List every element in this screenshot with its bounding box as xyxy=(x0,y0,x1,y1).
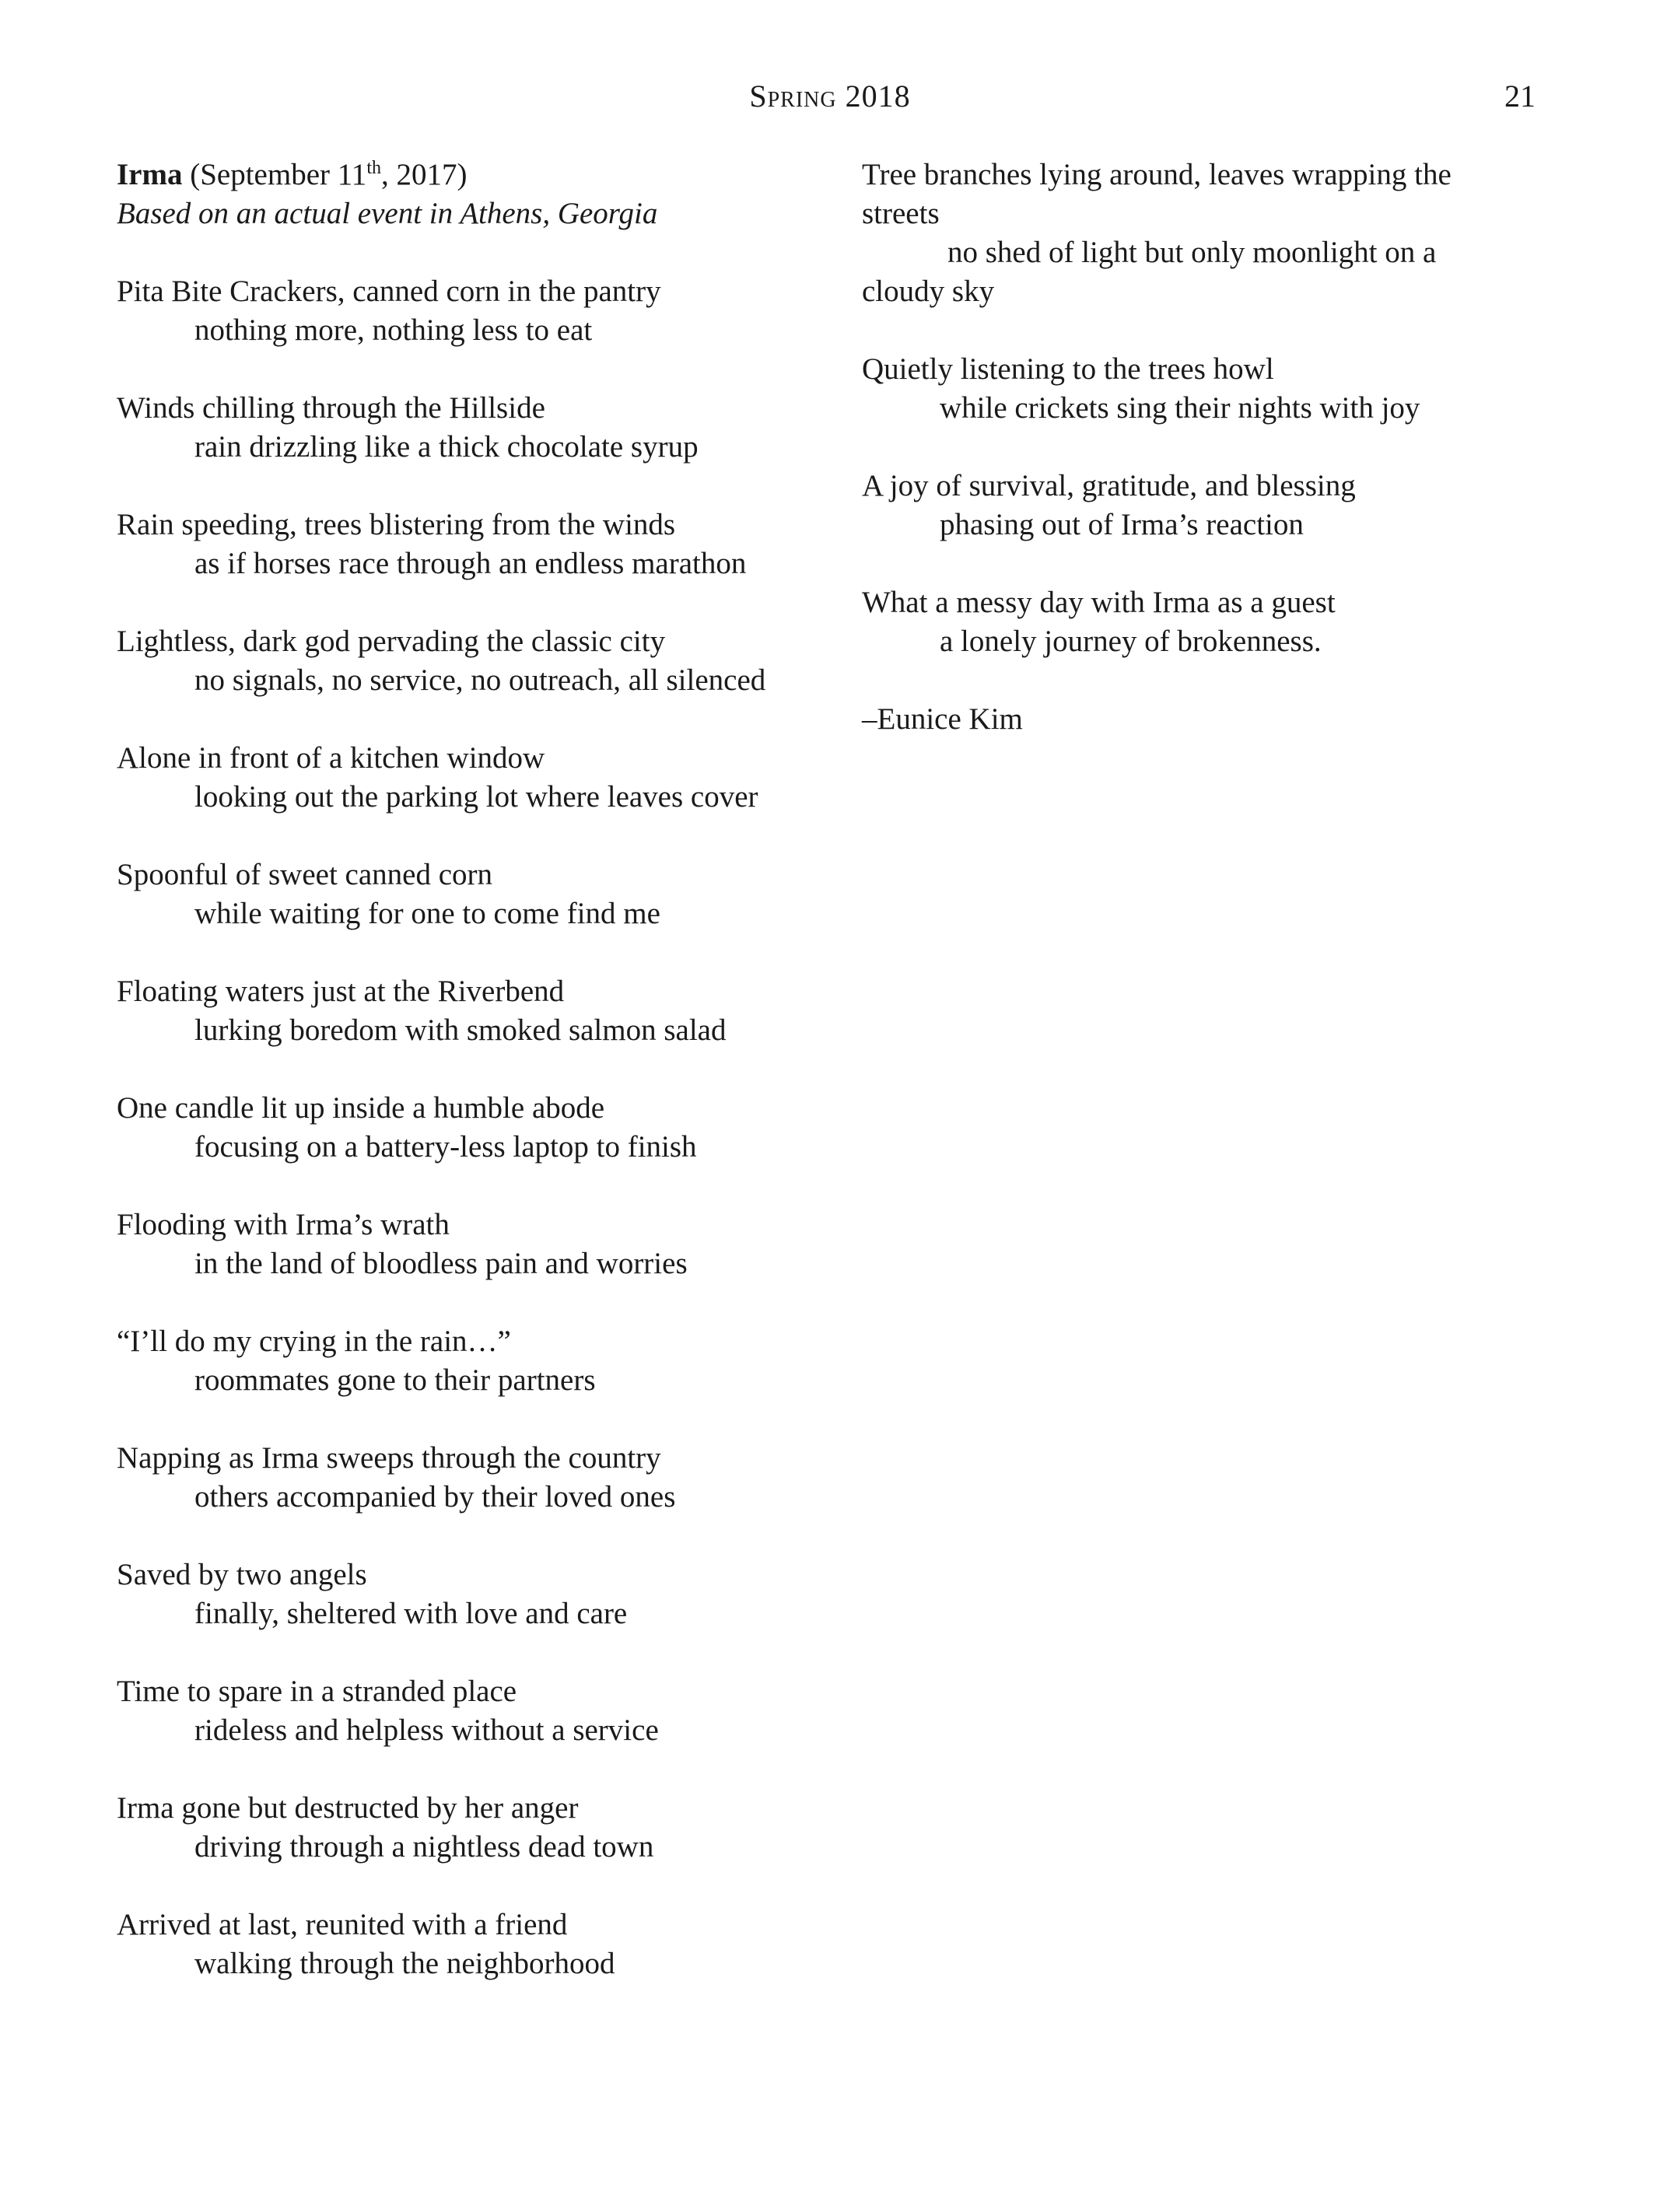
poem-line: while crickets sing their nights with joy xyxy=(940,391,1420,425)
stanza-gap xyxy=(117,1983,832,2022)
poem-line: cloudy sky xyxy=(862,275,995,308)
stanza xyxy=(117,272,832,350)
running-head: Spring 2018 xyxy=(749,79,911,114)
poem-title-line xyxy=(117,156,832,194)
page-number: 21 xyxy=(1504,79,1536,114)
poem-line: lurking boredom with smoked salmon salad xyxy=(194,1013,727,1047)
stanza-gap xyxy=(117,1633,832,1672)
poem-date-sup: th xyxy=(366,158,381,178)
poem-line: Napping as Irma sweeps through the country xyxy=(117,1441,661,1475)
stanza xyxy=(117,1556,832,1633)
poem-line: walking through the neighborhood xyxy=(194,1947,615,1980)
stanza xyxy=(117,1089,832,1167)
poem-line: Winds chilling through the Hillside xyxy=(117,391,545,425)
stanza-gap xyxy=(117,1050,832,1089)
poem-line: Irma gone but destructed by her anger xyxy=(117,1791,579,1825)
poem-line: rideless and helpless without a service xyxy=(194,1713,659,1747)
stanza-gap xyxy=(117,350,832,389)
poem-line: Quietly listening to the trees howl xyxy=(862,352,1274,386)
stanza-gap xyxy=(862,661,1531,700)
poem-line: streets xyxy=(862,197,940,230)
poem-line: phasing out of Irma’s reaction xyxy=(940,508,1304,541)
stanza xyxy=(117,506,832,583)
stanza-gap xyxy=(862,311,1531,350)
poem-line: Flooding with Irma’s wrath xyxy=(117,1208,450,1241)
stanza-gap xyxy=(862,544,1531,583)
poem-line: in the land of bloodless pain and worries xyxy=(194,1247,688,1280)
stanza xyxy=(117,1439,832,1517)
poem-line: while waiting for one to come find me xyxy=(194,897,660,930)
stanza-gap xyxy=(117,1283,832,1322)
poem-line: Arrived at last, reunited with a friend xyxy=(117,1908,568,1941)
stanza xyxy=(117,1672,832,1750)
left-stanzas xyxy=(117,272,832,2022)
poem-author: –Eunice Kim xyxy=(862,702,1023,736)
stanza-gap xyxy=(117,1517,832,1556)
stanza-gap xyxy=(117,1400,832,1439)
stanza xyxy=(862,156,1531,311)
poem-line: Lightless, dark god pervading the classic city xyxy=(117,625,666,658)
poem-line: no shed of light but only moonlight on a xyxy=(947,236,1437,269)
stanza xyxy=(117,1789,832,1867)
stanza xyxy=(862,350,1531,428)
stanza xyxy=(117,739,832,817)
poem-line: driving through a nightless dead town xyxy=(194,1830,654,1864)
stanza-gap xyxy=(117,1750,832,1789)
stanza-gap xyxy=(862,428,1531,467)
poem-title: Irma xyxy=(117,158,183,191)
poem-subtitle: Based on an actual event in Athens, Georgia xyxy=(117,197,658,230)
stanza-gap xyxy=(117,467,832,506)
stanza xyxy=(117,622,832,700)
right-stanzas xyxy=(862,350,1531,700)
poem-line: A joy of survival, gratitude, and blessing xyxy=(862,469,1356,502)
left-column xyxy=(117,156,832,2022)
poem-line: a lonely journey of brokenness. xyxy=(940,625,1322,658)
poem-line: “I’ll do my crying in the rain…” xyxy=(117,1325,511,1358)
stanza xyxy=(117,856,832,933)
stanza-gap xyxy=(117,933,832,972)
stanza-gap xyxy=(117,1167,832,1206)
poem-line: focusing on a battery-less laptop to finish xyxy=(194,1130,697,1164)
poem-line: Saved by two angels xyxy=(117,1558,367,1591)
stanza xyxy=(862,583,1531,661)
poem-date-suffix: , 2017) xyxy=(380,158,468,191)
poem-line: finally, sheltered with love and care xyxy=(194,1597,628,1630)
poem-line: Spoonful of sweet canned corn xyxy=(117,858,493,891)
stanza xyxy=(862,467,1531,544)
right-column xyxy=(862,156,1531,739)
poem-line: rain drizzling like a thick chocolate syrup xyxy=(194,430,699,464)
poem-date-prefix: (September 11 xyxy=(182,158,367,191)
poem-line: nothing more, nothing less to eat xyxy=(194,313,593,347)
poem-line: roommates gone to their partners xyxy=(194,1363,596,1397)
poem-line: What a messy day with Irma as a guest xyxy=(862,586,1336,619)
stanza-gap xyxy=(117,233,832,272)
poem-line: no signals, no service, no outreach, all silenced xyxy=(194,663,766,697)
stanza-gap xyxy=(117,700,832,739)
poem-line: others accompanied by their loved ones xyxy=(194,1480,676,1514)
stanza xyxy=(117,972,832,1050)
poem-line: Pita Bite Crackers, canned corn in the pantry xyxy=(117,275,661,308)
poem-line: looking out the parking lot where leaves cover xyxy=(194,780,758,814)
poem-line: Tree branches lying around, leaves wrapping the xyxy=(862,158,1452,191)
stanza-gap xyxy=(117,1867,832,1906)
stanza-gap xyxy=(117,583,832,622)
stanza xyxy=(117,389,832,467)
poem-line: Alone in front of a kitchen window xyxy=(117,741,545,775)
poem-line: Floating waters just at the Riverbend xyxy=(117,975,565,1008)
poem-line: Time to spare in a stranded place xyxy=(117,1675,517,1708)
stanza-gap xyxy=(117,817,832,856)
poem-line: Rain speeding, trees blistering from the winds xyxy=(117,508,676,541)
poem-line: One candle lit up inside a humble abode xyxy=(117,1091,605,1125)
stanza xyxy=(117,1206,832,1283)
poem-line: as if horses race through an endless marathon xyxy=(194,547,747,580)
stanza xyxy=(117,1322,832,1400)
stanza xyxy=(117,1906,832,1983)
